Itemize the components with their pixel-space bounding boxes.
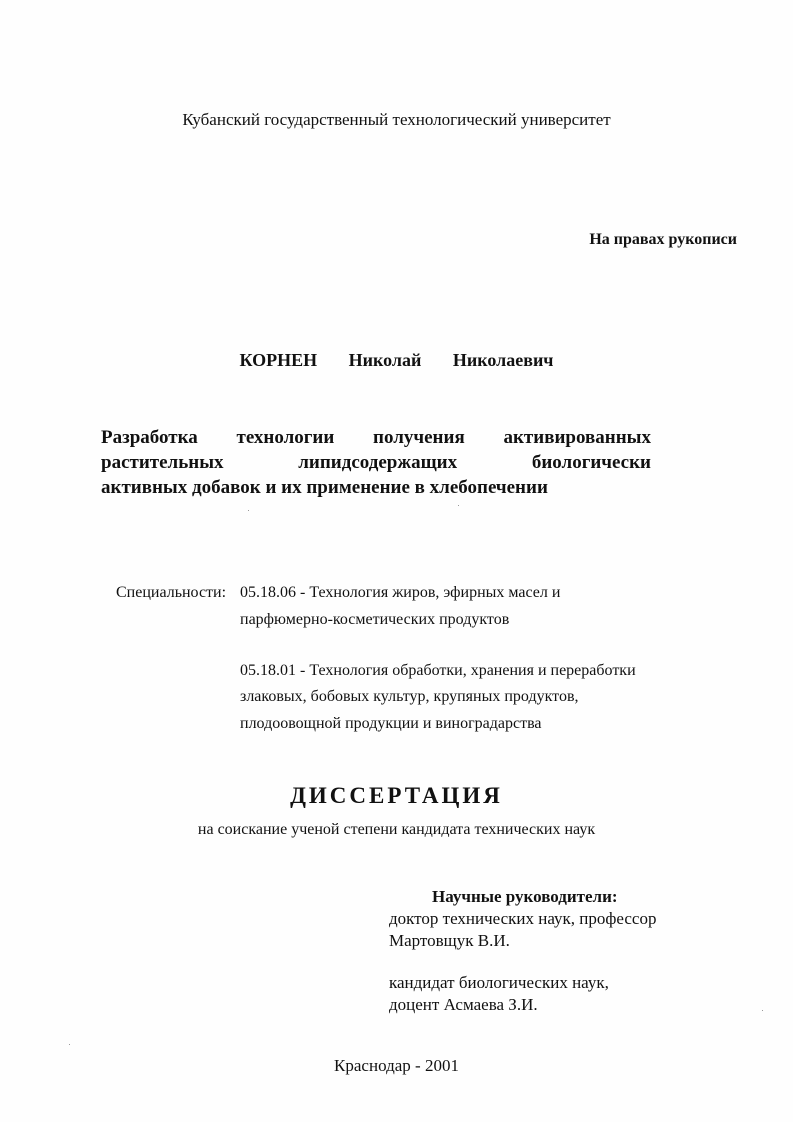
university-name: Кубанский государственный технологический университет — [182, 110, 611, 129]
specialty-line: 05.18.01 - Технология обработки, хранения и переработки — [240, 662, 636, 679]
specialty-line: 05.18.06 - Технология жиров, эфирных масел и — [240, 584, 561, 601]
specialty-line: парфюмерно-косметических продуктов — [240, 611, 510, 628]
advisor-line: доцент Асмаева З.И. — [389, 995, 538, 1014]
scan-speck — [458, 505, 459, 506]
rights-note: На правах рукописи — [589, 231, 737, 248]
advisor-line: Мартовщук В.И. — [389, 931, 510, 950]
document-type-heading: ДИССЕРТАЦИЯ — [290, 783, 503, 808]
specialty-line: плодоовощной продукции и виноградарства — [240, 715, 542, 732]
degree-statement: на соискание ученой степени кандидата технических наук — [197, 821, 596, 838]
specialty-line: злаковых, бобовых культур, крупяных продуктов, — [240, 688, 579, 705]
author-name: КОРНЕН Николай Николаевич — [239, 350, 554, 370]
scan-speck — [762, 1010, 763, 1011]
advisor-line: доктор технических наук, профессор — [389, 909, 657, 928]
scan-speck — [248, 510, 249, 511]
advisors-heading: Научные руководители: — [432, 887, 618, 906]
title-line-2: растительных липидсодержащих биологически — [101, 452, 651, 473]
specialties-label: Специальности: — [116, 584, 227, 601]
title-line-3: активных добавок и их применение в хлебопечении — [101, 477, 548, 498]
scan-speck — [69, 1044, 70, 1045]
title-line-1: Разработка технологии получения активированных — [101, 427, 651, 448]
city-year: Краснодар - 2001 — [334, 1056, 459, 1075]
advisor-line: кандидат биологических наук, — [389, 973, 609, 992]
